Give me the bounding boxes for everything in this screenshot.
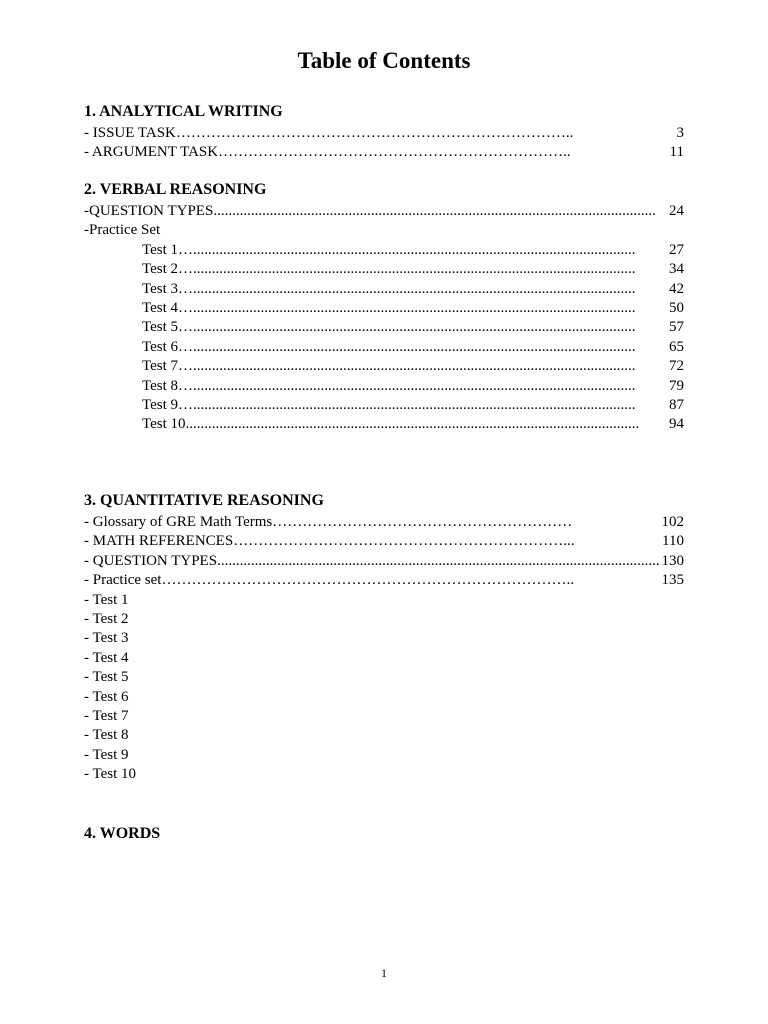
dot-leader: …...................................................................................................................... (178, 299, 636, 316)
toc-entry-verbal-test-4[interactable] (84, 299, 684, 318)
entry-label: Test 10 (142, 416, 186, 433)
toc-entry-quant-test-8[interactable]: - Test 8 (84, 727, 129, 744)
entry-label: - Practice set (84, 572, 162, 589)
toc-entry-verbal-test-8[interactable] (84, 377, 684, 396)
toc-entry-quant-test-7[interactable]: - Test 7 (84, 707, 129, 724)
toc-entry-verbal-test-2[interactable] (84, 260, 684, 279)
entry-label: Test 3 (142, 280, 179, 297)
entry-label: Test 9 (142, 396, 179, 413)
section-heading: 1. ANALYTICAL WRITING (84, 103, 283, 120)
entry-page-number: 42 (669, 280, 684, 297)
dot-leader: …...................................................................................................................... (178, 280, 636, 297)
section-quantitative-reasoning (84, 491, 684, 784)
toc-entry-verbal-test-1[interactable] (84, 241, 684, 260)
entry-label: - QUESTION TYPES (84, 552, 218, 569)
section-verbal-reasoning (84, 180, 684, 435)
entry-page-number: 110 (662, 533, 684, 550)
toc-entry-verbal-test-3[interactable] (84, 280, 684, 299)
toc-entry-quant-test-4[interactable]: - Test 4 (84, 649, 129, 666)
entry-page-number: 27 (669, 241, 684, 258)
entry-label: Test 7 (142, 358, 179, 375)
entry-page-number: 102 (661, 514, 684, 530)
dot-leader: ......................................................................................................................... (185, 416, 640, 433)
entry-label: - ISSUE TASK (84, 125, 176, 141)
section-analytical-writing (84, 102, 684, 163)
entry-page-number: 79 (669, 377, 684, 394)
entry-label: Test 1 (142, 241, 179, 258)
entry-label: - ARGUMENT TASK (84, 144, 219, 161)
dot-leader: …………………………………………………………………….. (175, 125, 574, 141)
dot-leader: …...................................................................................................................... (178, 396, 636, 413)
toc-entry-quant-test-5[interactable]: - Test 5 (84, 669, 129, 686)
entry-page-number: 34 (669, 261, 684, 278)
dot-leader: …...................................................................................................................... (178, 241, 636, 258)
toc-entry-glossary[interactable] (84, 513, 684, 532)
entry-page-number: 24 (669, 203, 684, 219)
dot-leader: …………………………………………………… (272, 514, 573, 530)
page-number: 1 (381, 966, 387, 980)
toc-entry-quant-test-9[interactable]: - Test 9 (84, 746, 129, 763)
entry-page-number: 135 (661, 572, 684, 589)
entry-label: - Glossary of GRE Math Terms (84, 514, 273, 530)
dot-leader: …...................................................................................................................... (178, 319, 636, 336)
entry-page-number: 11 (669, 144, 684, 161)
dot-leader: ...................................................................................................................... (217, 552, 660, 569)
entry-page-number: 72 (669, 358, 684, 375)
toc-entry-verbal-test-5[interactable] (84, 318, 684, 337)
entry-page-number: 130 (661, 552, 684, 569)
entry-label: Test 4 (142, 299, 179, 316)
toc-entry-quant-test-3[interactable]: - Test 3 (84, 630, 129, 647)
toc-entry-verbal-test-9[interactable] (84, 396, 684, 415)
page-title: Table of Contents (297, 48, 471, 73)
toc-entry-math-references[interactable] (84, 532, 684, 551)
toc-entry-question-types[interactable] (84, 552, 684, 571)
toc-entry-verbal-test-7[interactable] (84, 357, 684, 376)
dot-leader: …...................................................................................................................... (178, 261, 636, 278)
toc-entry-quant-test-1[interactable]: - Test 1 (84, 591, 129, 608)
dot-leader: …...................................................................................................................... (178, 377, 636, 394)
entry-label: -QUESTION TYPES (84, 203, 214, 219)
section-heading: 4. WORDS (84, 825, 161, 842)
entry-page-number: 87 (669, 396, 684, 413)
toc-entry-quant-test-2[interactable]: - Test 2 (84, 610, 129, 627)
entry-page-number: 3 (676, 125, 684, 141)
toc-entry-quant-test-10[interactable]: - Test 10 (84, 766, 137, 783)
section-words (84, 824, 684, 846)
subheading-practice-set: -Practice Set (84, 222, 161, 239)
entry-label: Test 5 (142, 319, 179, 336)
toc-entry-practice-set[interactable] (84, 571, 684, 590)
dot-leader: …………………………………………………………….. (218, 144, 571, 161)
entry-page-number: 57 (669, 319, 684, 336)
dot-leader: ……………………………………………………………………….. (161, 572, 574, 589)
entry-label: Test 8 (142, 377, 179, 394)
toc-entry-quant-test-6[interactable]: - Test 6 (84, 688, 129, 705)
toc-entry-question-types[interactable] (84, 202, 684, 221)
entry-label: Test 6 (142, 338, 179, 355)
entry-page-number: 94 (669, 416, 684, 433)
section-heading: 3. QUANTITATIVE REASONING (84, 492, 324, 509)
toc-entry-verbal-test-10[interactable] (84, 415, 684, 434)
entry-page-number: 50 (669, 299, 684, 316)
toc-entry-verbal-test-6[interactable] (84, 338, 684, 357)
entry-label: - MATH REFERENCES (84, 533, 234, 550)
toc-entry-issue-task[interactable] (84, 124, 684, 143)
entry-page-number: 65 (669, 338, 684, 355)
entry-label: Test 2 (142, 261, 179, 278)
dot-leader: …...................................................................................................................... (178, 358, 636, 375)
dot-leader: …...................................................................................................................... (178, 338, 636, 355)
dot-leader: ...................................................................................................................... (213, 203, 656, 219)
dot-leader: …………………………………………………………... (233, 533, 575, 550)
section-heading: 2. VERBAL REASONING (84, 181, 267, 198)
toc-entry-argument-task[interactable] (84, 143, 684, 162)
